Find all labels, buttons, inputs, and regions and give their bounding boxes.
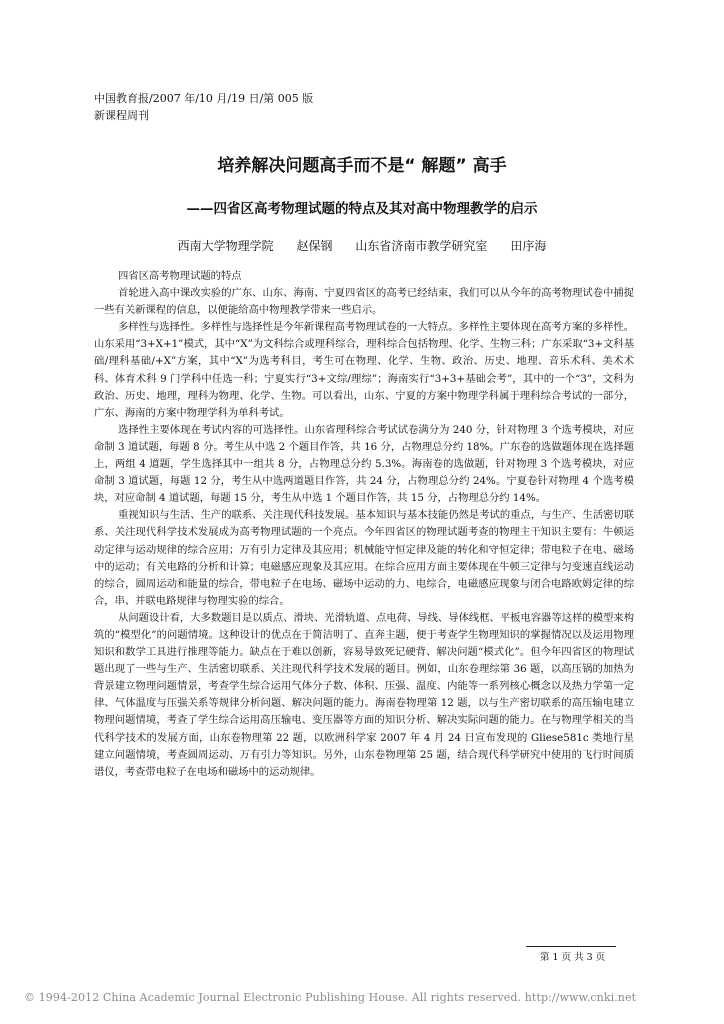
copyright-notice: © 1994-2012 China Academic Journal Electronic Publishing House. All rights reserved. http://www.cnki.net — [24, 991, 637, 1004]
page-number: 第 1 页 共 3 页 — [540, 952, 606, 963]
paragraph: 选择性主要体现在考试内容的可选择性。山东省理科综合考试试卷满分为 240 分，针对物理 3 个选考模块，对应命制 3 道试题，每题 8 分。考生从中选 2 个题目作答，共 16 分，占物理总分约 18%。广东卷的选做题体现在选择题上，两组 4 道题，学生选择其中一组共 8 分，占物理总分约 5.3%。海南卷的选做题，针对物理 3 个选考模块，对应命制 3 道试题，每题 12 分，考生从中选两道题目作答，共 24 分，占物理总分约 24%。宁夏卷针对物理 4 个选考模块，对应命制 4 道试题，每题 15 分，考生从中选 1 个题目作答，共 15 分，占物理总分约 14%。 — [94, 423, 634, 505]
paragraph: 从问题设计看，大多数题目是以质点、滑块、光滑轨道、点电荷、导线、导体线框、平板电容器等这样的模型来构筑的“模型化”的问题情境。这种设计的优点在于简洁明了、直奔主题，便于考查学生物理知识的掌握情况以及运用物理知识和数学工具进行推理等能力。缺点在于难以创新，容易导致死记硬背、解决问题“模式化”。但今年四省区的物理试题出现了一些与生产、生活密切联系、关注现代科学技术发展的题目。例如，山东卷理综第 36 题，以高压锅的加热为背景建立物理问题情景，考查学生综合运用气体分子数、体积、压强、温度、内能等一系列核心概念以及热力学第一定律、气体温度与压强关系等规律分析问题、解决问题的能力。海南卷物理第 12 题，以与生产密切联系的高压输电建立物理问题情境，考查了学生综合运用高压输电、变压器等方面的知识分析、解决实际问题的能力。在与物理学相关的当代科学技术的发展方面，山东卷物理第 22 题，以欧洲科学家 2007 年 4 月 24 日宣布发现的 Gliese581c 类地行星建立问题情境，考查圆周运动、万有引力等知识。另外，山东卷物理第 25 题，结合现代科学研究中使用的飞行时间质谱仪，考查带电粒子在电场和磁场中的运动规律。 — [94, 611, 634, 778]
section-heading: 四省区高考物理试题的特点 — [118, 270, 242, 282]
article-title: 培养解决问题高手而不是“ 解题” 高手 — [217, 156, 507, 176]
source-line: 中国教育报/2007 年/10 月/19 日/第 005 版 — [94, 92, 314, 105]
article-subtitle: ——四省区高考物理试题的特点及其对高中物理教学的启示 — [186, 201, 538, 217]
footer-divider — [526, 946, 616, 947]
article-body — [94, 268, 634, 781]
paragraph: 首轮进入高中课改实验的广东、山东、海南、宁夏四省区的高考已经结束，我们可以从今年的高考物理试卷中捕捉一些有关新课程的信息，以便能给高中物理教学带来一些启示。 — [94, 287, 634, 317]
paragraph: 重视知识与生活、生产的联系、关注现代科技发展。基本知识与基本技能仍然是考试的重点，与生产、生活密切联系、关注现代科学技术发展成为高考物理试题的一个亮点。今年四省区的物理试题考查的物理主干知识主要有：牛顿运动定律与运动规律的综合应用；万有引力定律及其应用；机械能守恒定律及能的转化和守恒定律；带电粒子在电、磁场中的运动；有关电路的分析和计算；电磁感应现象及其应用。在综合应用方面主要体现在牛顿三定律与匀变速直线运动的综合，圆周运动和能量的综合，带电粒子在电场、磁场中运动的力、电综合，电磁感应现象与闭合电路欧姆定律的综合，串、并联电路规律与物理实验的综合。 — [94, 509, 634, 607]
paragraph: 多样性与选择性。多样性与选择性是今年新课程高考物理试卷的一大特点。多样性主要体现在高考方案的多样性。山东采用“3+X+1”模式，其中“X”为文科综合或理科综合，理科综合包括物理、化学、生物三科；广东采取“3+文科基础/理科基础/+X”方案，其中“X”为选考科目，考生可在物理、化学、生物、政治、历史、地理、音乐术科、美术术科、体育术科 9 门学科中任选一科；宁夏实行“3+文综/理综”；海南实行“3+3+基础会考”，其中的一个“3”，文科为政治、历史、地理，理科为物理、化学、生物。可以看出，山东、宁夏的方案中物理学科属于理科综合考试的一部分，广东、海南的方案中物理学科为单科考试。 — [94, 321, 634, 419]
article-authors: 西南大学物理学院 赵保钢 山东省济南市教学研究室 田序海 — [177, 239, 547, 253]
section-line: 新课程周刊 — [94, 109, 149, 122]
